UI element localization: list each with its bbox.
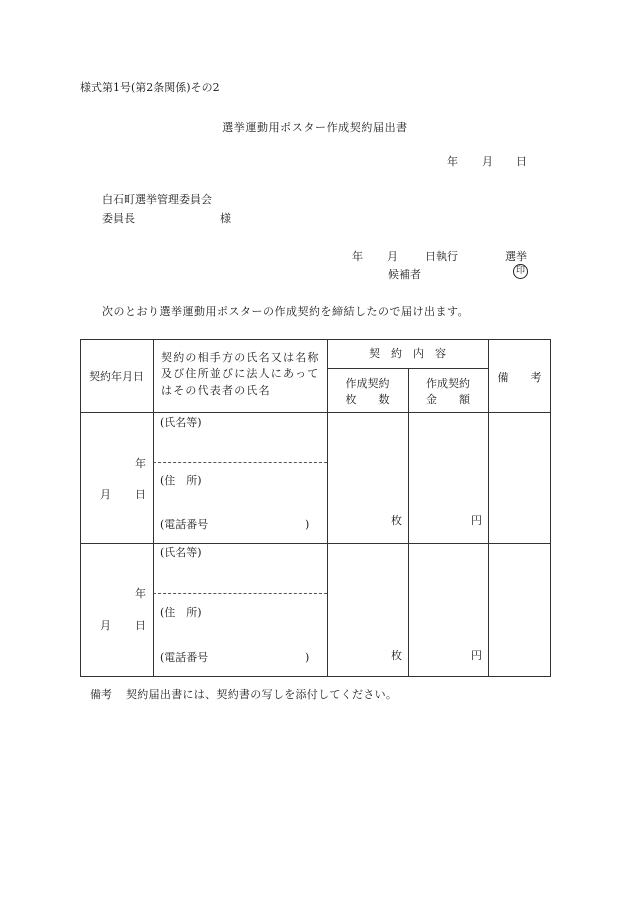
header-contract-details: 契 約 内 容: [369, 347, 446, 360]
candidate-label: 候補者: [388, 268, 421, 281]
row-address-label: (住 所): [160, 606, 202, 619]
dashed-separator: [153, 593, 327, 594]
row-amount-unit: 円: [471, 649, 482, 662]
row-phone-close: ): [305, 651, 310, 664]
row-name-label: (氏名等): [160, 416, 202, 429]
table-divider-col1: [153, 339, 154, 677]
election-month-label: 月: [387, 250, 398, 263]
header-quantity-line: 枚 数: [345, 393, 390, 406]
header-remarks: 備 考: [497, 371, 542, 384]
table-divider-col4: [488, 339, 489, 677]
row-phone-label: (電話番号: [160, 651, 209, 664]
row-year-label: 年: [135, 587, 146, 600]
note-label: 備考: [90, 688, 112, 701]
table-divider-details: [327, 368, 488, 369]
addressee-role: 委員長: [102, 212, 135, 225]
row-month-label: 月: [100, 488, 111, 501]
note-text: 契約届出書には、契約書の写しを添付してください。: [126, 688, 398, 701]
header-amount-line: 金 額: [426, 393, 470, 406]
table-divider-col3: [408, 368, 409, 677]
date-day-label: 日: [516, 155, 527, 168]
row-day-label: 日: [135, 488, 146, 501]
election-label: 選挙: [505, 250, 527, 263]
row-phone-label: (電話番号: [160, 518, 209, 531]
row-quantity-unit: 枚: [391, 649, 402, 662]
row-name-label: (氏名等): [160, 546, 202, 559]
date-month-label: 月: [482, 155, 493, 168]
row-month-label: 月: [100, 619, 111, 632]
table-divider-row: [80, 543, 551, 544]
statement-text: 次のとおり選挙運動用ポスターの作成契約を締結したので届け出ます。: [102, 305, 470, 318]
election-year-label: 年: [352, 250, 363, 263]
row-address-label: (住 所): [160, 474, 202, 487]
row-year-label: 年: [135, 457, 146, 470]
table-divider-header: [80, 412, 551, 413]
header-amount-line: 作成契約: [426, 377, 470, 390]
row-quantity-unit: 枚: [391, 514, 402, 527]
header-counterparty-line: はその代表者の氏名: [161, 384, 271, 397]
election-day-held-label: 日執行: [425, 250, 458, 263]
header-quantity-line: 作成契約: [345, 377, 390, 390]
header-counterparty-line: 及び住所並びに法人にあって: [161, 367, 320, 380]
document-title: 選挙運動用ポスター作成契約届出書: [222, 121, 408, 134]
addressee-organization: 白石町選挙管理委員会: [102, 193, 212, 206]
addressee-honorific: 様: [220, 212, 231, 225]
header-counterparty-line: 契約の相手方の氏名又は名称: [161, 351, 320, 364]
seal-mark: 印: [513, 264, 528, 279]
row-day-label: 日: [135, 619, 146, 632]
header-contract-date: 契約年月日: [89, 370, 144, 383]
row-phone-close: ): [305, 518, 310, 531]
dashed-separator: [153, 462, 327, 463]
date-year-label: 年: [447, 155, 458, 168]
row-amount-unit: 円: [471, 514, 482, 527]
form-number: 様式第1号(第2条関係)その2: [80, 81, 220, 94]
